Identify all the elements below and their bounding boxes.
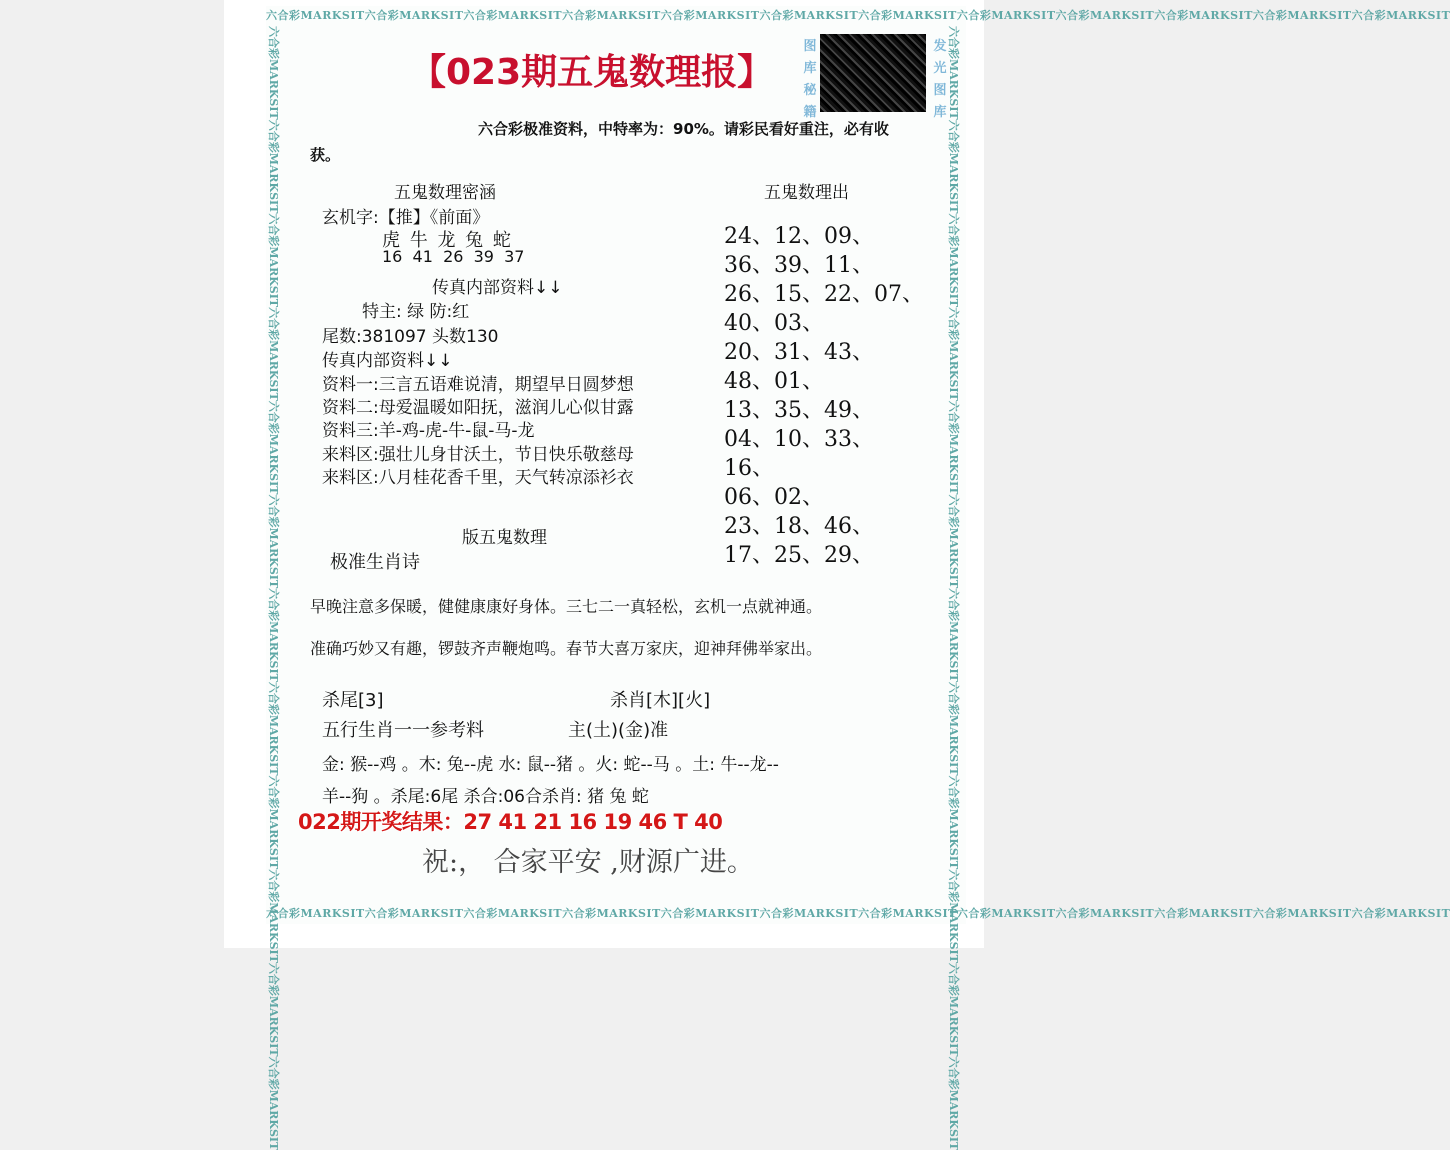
intro-line1: 六合彩极准资料，中特率为：90%。请彩民看好重注，必有收 (478, 120, 889, 138)
shaxiao-label: 杀肖[木][火] (610, 690, 711, 711)
number-row: 17、25、29、 (724, 543, 874, 568)
border-watermark-bottom: 六合彩MARKSIT六合彩MARKSIT六合彩MARKSIT六合彩MARKSIT六合彩MARKSIT六合彩MARKSIT六合彩MARKSIT六合彩MARKSIT六合彩MARKSIT六合彩MARKSIT六合彩MARKSIT六合彩MARKSIT (266, 907, 1450, 920)
zodiac-line: 虎 牛 龙 兔 蛇 (382, 230, 513, 251)
blessing-text: 祝:， 合家平安 ,财源广进。 (422, 847, 754, 878)
border-watermark-top: 六合彩MARKSIT六合彩MARKSIT六合彩MARKSIT六合彩MARKSIT六合彩MARKSIT六合彩MARKSIT六合彩MARKSIT六合彩MARKSIT六合彩MARKSIT六合彩MARKSIT六合彩MARKSIT六合彩MARKSIT (266, 9, 1450, 22)
zhu-label: 主(土)(金)准 (568, 720, 669, 741)
fax-heading-1: 传真内部资料↓↓ (432, 278, 563, 298)
number-row: 13、35、49、 (724, 398, 874, 423)
shawei-label: 杀尾[3] (322, 690, 384, 711)
qr-right-label: 发光图库 (933, 39, 947, 120)
info-item: 资料二:母爱温暖如阳抚，滋润儿心似甘露 (322, 398, 634, 418)
xuanji-line: 玄机字:【推】《前面》 (322, 208, 490, 228)
left-heading: 五鬼数理密涵 (394, 183, 496, 203)
fax-heading-2: 传真内部资料↓↓ (322, 351, 453, 371)
number-row: 06、02、 (724, 485, 824, 510)
intro-line2: 获。 (310, 146, 341, 164)
draw-result: 022期开奖结果：27 41 21 16 19 46 T 40 (298, 810, 723, 834)
version-heading: 版五鬼数理 (462, 528, 547, 548)
wuxing-line-a: 金: 猴--鸡 。木: 兔--虎 水: 鼠--猪 。火: 蛇--马 。土: 牛--龙-- (322, 755, 779, 775)
wuxing-heading: 五行生肖一一参考料 (322, 720, 484, 741)
poem-line-1: 早晚注意多保暖，健健康康好身体。三七二一真轻松，玄机一点就神通。 (310, 597, 823, 616)
number-row: 24、12、09、 (724, 224, 874, 249)
number-row: 40、03、 (724, 311, 824, 336)
tezhu-line: 特主: 绿 防:红 (362, 302, 470, 322)
number-row: 26、15、22、07、 (724, 282, 924, 307)
poem-line-2: 准确巧妙又有趣，锣鼓齐声鞭炮鸣。春节大喜万家庆，迎神拜佛举家出。 (310, 639, 823, 658)
right-heading: 五鬼数理出 (764, 183, 849, 203)
number-row: 48、01、 (724, 369, 824, 394)
border-right-text: 六合彩MARKSIT六合彩MARKSIT六合彩MARKSIT六合彩MARKSIT六合彩MARKSIT六合彩MARKSIT六合彩MARKSIT六合彩MARKSIT六合彩MARKSIT六合彩MARKSIT六合彩MARKSIT六合彩MARKSIT (947, 26, 960, 1150)
zodiac-numbers: 16 41 26 39 37 (382, 247, 525, 266)
poem-heading: 极准生肖诗 (330, 552, 420, 573)
number-list (724, 222, 964, 570)
info-item: 来料区:强壮儿身甘沃土，节日快乐敬慈母 (322, 445, 634, 465)
info-item: 来料区:八月桂花香千里，天气转凉添衫衣 (322, 468, 634, 488)
intro-text (310, 116, 942, 168)
number-row: 16、 (724, 456, 774, 481)
border-watermark-left (266, 26, 286, 1150)
number-row: 23、18、46、 (724, 514, 874, 539)
info-item: 资料三:羊-鸡-虎-牛-鼠-马-龙 (322, 421, 535, 441)
qr-code-image (820, 34, 926, 112)
number-row: 20、31、43、 (724, 340, 874, 365)
number-row: 04、10、33、 (724, 427, 874, 452)
info-item: 资料一:三言五语难说清，期望早日圆梦想 (322, 375, 634, 395)
weishu-line: 尾数:381097 头数130 (322, 327, 499, 347)
number-row: 36、39、11、 (724, 253, 874, 278)
wuxing-line-b: 羊--狗 。杀尾:6尾 杀合:06合杀肖: 猪 兔 蛇 (322, 787, 649, 807)
border-left-text: 六合彩MARKSIT六合彩MARKSIT六合彩MARKSIT六合彩MARKSIT六合彩MARKSIT六合彩MARKSIT六合彩MARKSIT六合彩MARKSIT六合彩MARKSIT六合彩MARKSIT六合彩MARKSIT六合彩MARKSIT (267, 26, 280, 1150)
page-title: 【023期五鬼数理报】 (410, 52, 774, 93)
qr-left-label: 图库秘籍 (803, 39, 817, 120)
